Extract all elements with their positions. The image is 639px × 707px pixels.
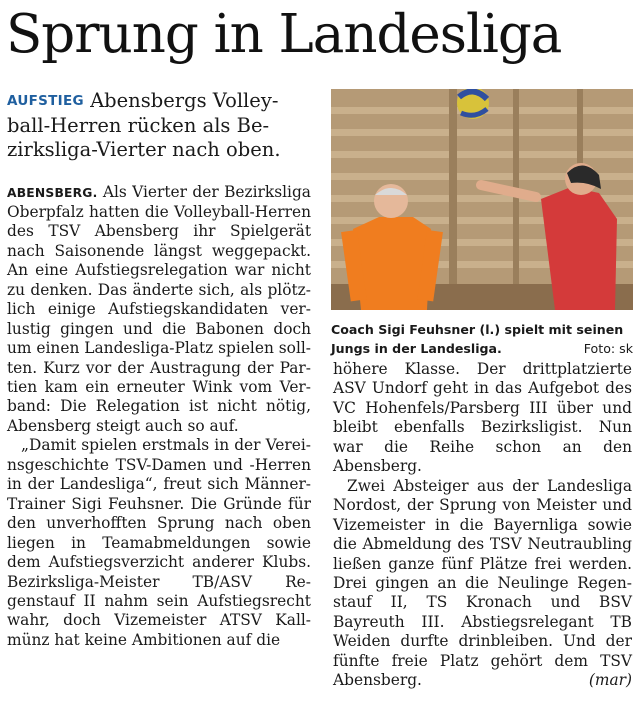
- photo-credit: Foto: sk: [583, 341, 633, 356]
- paragraph-2-part-1: „Damit spielen erstmals in der Vereinsgeschichte TSV-Damen und -Herren in der Landesliga“, freut sich Männer-Trainer Sigi Feuhsner. Die Gründe für den unverhofften Sprung nach oben liegen in Teamabmeldungen sowie dem Aufstiegsverzicht anderer Klubs. Bezirksliga-Meister TB/ASV Regenstauf II nahm sein Aufstiegsrecht wahr, doch Vizemeister ATSV Kallmünz hat keine Ambitionen auf die: [7, 436, 311, 649]
- paragraph-2-part-2: höhere Klasse. Der drittplatzierte ASV Undorf geht in das Aufgebot des VC Hohenfels/Parsberg III über und bleibt ebenfalls Bezirksligist. Nun war die Reihe schon an den Abensberg.: [333, 360, 632, 476]
- kicker: AUFSTIEG: [7, 93, 84, 109]
- author-tag: (mar): [588, 671, 632, 690]
- paragraph-1: [7, 183, 311, 437]
- lead-text: Abensbergs Volleyball-Herren rücken als Bezirksliga-Vierter nach oben.: [7, 89, 281, 161]
- paragraph-3: [333, 477, 632, 691]
- paragraph-1-text: Als Vierter der Bezirksliga Oberpfalz hatten die Volleyball-Herren des TSV Abensberg ihr Spielgerät nach Saisonende längst weggepackt. An eine Aufstiegsrelegation war nicht zu denken. Das änderte sich, als plötzlich einige Aufstiegskandidaten verlustig gingen und die Babonen doch um einen Landesliga-Platz spielen sollten. Kurz vor der Austragung der Partien kam ein erneuter Wink vom Verband: Die Relegation ist nicht nötig, Abensberg steigt auch so auf.: [7, 182, 311, 435]
- article-column-left: [7, 89, 311, 650]
- paragraph-3-text: Zwei Absteiger aus der Landesliga Nordost, der Sprung von Meister und Vizemeister in die Bayernliga sowie die Abmeldung des TSV Neutraubling ließen ganze fünf Plätze frei werden. Drei gingen an die Neulinge Regenstauf II, TS Kronach und BSV Bayreuth III. Abstiegsrelegant TB Weiden durfte drinbleiben. Und der fünfte freie Platz gehört dem TSV Abensberg.: [333, 476, 632, 690]
- article-photo: [331, 89, 633, 310]
- lead: [7, 89, 311, 163]
- photo-caption: [331, 320, 633, 358]
- article-column-right: [333, 360, 632, 691]
- photo-illustration: [331, 89, 633, 310]
- dateline: ABENSBERG.: [7, 185, 98, 200]
- headline: Sprung in Landesliga: [6, 4, 562, 65]
- caption-text: Coach Sigi Feuhsner (l.) spielt mit seinen Jungs in der Landesliga.: [331, 322, 624, 356]
